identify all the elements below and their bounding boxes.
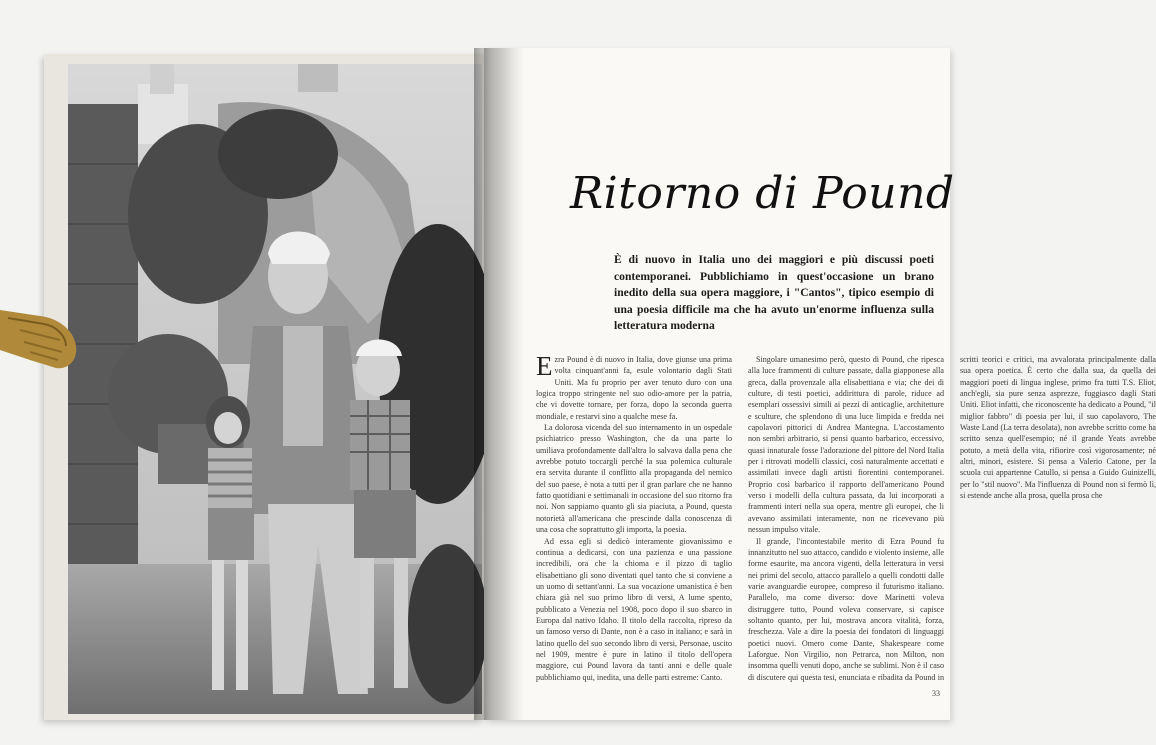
magazine-spread — [44, 48, 1156, 720]
brass-hand-clip-icon — [0, 290, 80, 380]
body-paragraph: Ezra Pound è di nuovo in Italia, dove giunse una prima volta cinquant'anni fa, esule volontario dagli Stati Uniti. Ma fu proprio per aver tenuto duro con una logica troppo stringente nel suo odio-amore per la patria, che vi dovette tornare, per forza, dopo la seconda guerra mondiale, e restarvi sino a qualche mese fa. — [536, 351, 732, 421]
spine-shadow — [474, 48, 514, 720]
right-page — [484, 48, 1156, 720]
photograph-pound-with-children — [68, 64, 482, 714]
body-paragraph: Il grande, l'incontestabile merito di Ezra Pound fu innanzitutto nel suo attacco, candido e violento insieme, alle forme esaurite, ma ancora vigenti, della letteratura in versi nei primi del secolo, attacco parallelo a quelli condotti dalle varie avanguardie europee, compreso il futurismo italiano. Parallelo, ma come diverso: dove Marinetti voleva distruggere tutto, Pound voleva conservare, si capisce soltanto quanto, per lui, mostrava ancora vitalità, forza, freschezza. Vale a dire la poesia dei fondatori di linguaggi poetici nuovi. Omero come Dante, Shakespeare come Laforgue. Non Virgilio, non Petrarca, non Milton, non insomma quelli venuti dopo, anche se sublimi. Non è il caso di discutere qui questa tesi, enunciata e ribadita da Pound in scritti teorici e critici, ma avvalorata principalmente dalla sua opera poetica. È certo che dalla sua, da quella dei maggiori poeti di lingua inglese, primo fra tutti T.S. Eliot, anch'egli, sia pure senza asprezze, fuggiasco dagli Stati Uniti. Eliot infatti, che riconoscente ha dedicato a Pound, "il miglior fabbro" di poesia per lui, il suo capolavoro, The Waste Land (La terra desolata), non avrebbe scritto come ha scritto senza quell'esempio; né il grande Yeats avrebbe potuto, a metà della vita, rifiorire così vigorosamente; né altri, minori, esistere. Si pensa a Valerio Catone, per la scuola cui appartenne Catullo, si pensa a Guido Guinizelli, per lo "stil nuovo". Ma l'influenza di Pound non si fermò lì, si estende anche alla prosa, quella prosa che — [748, 355, 1156, 682]
body-paragraph: Singolare umanesimo però, questo di Pound, che ripesca alla luce frammenti di culture passate, dalla giapponese alla greca, dalla provenzale alla elisabettiana e via; che dei di culture, di testi poetici, addirittura di parole, riduce ad esemplari ossessivi simili ai pezzi di anticaglie, architetture e sculture, che splendono di una luce limpida e fredda nei capolavori pittorici di Andrea Mantegna. L'accostamento non sembri arbitrario, si pensi quanto barbarico, eccessivo, quasi innaturale fosse l'adorazione del pittore del Nord Italia per i ritrovati modelli classici, così naturalmente accettati e assimilati invece dagli artisti fiorentini contemporanei. Proprio così barbarico il rapporto dell'americano Pound verso i modelli della cultura passata, da lui incorporati a frammenti interi nella sua opera, mentre gli europei, che li avevano assimilati interamente, non ne ricevevano più nessun impulso vitale. — [748, 355, 944, 535]
left-page — [44, 54, 484, 720]
article-body — [536, 351, 1156, 694]
article-title: Ritorno di Pound — [570, 168, 955, 219]
page-number: 33 — [932, 689, 940, 698]
body-paragraph: La dolorosa vicenda del suo internamento in un ospedale psichiatrico presso Washington, che da una parte lo umiliava profondamente dall'altra lo salvava dalla pena che avrebbe potuto toccargli perché la sua polemica culturale era servita durante il conflitto alla propaganda del nemico del suo paese, è nota a tutti per il gran parlare che ne hanno fatto quotidiani e settimanali in occasione del suo ritorno fra noi. Non sappiamo quanto gli sia piaciuta, a Pound, questa notorietà all'americana che prescinde dalla conoscenza di una cosa che soprattutto gli importa, la poesia. — [536, 423, 732, 535]
article-intro: È di nuovo in Italia uno dei maggiori e più discussi poeti contemporanei. Pubblichiamo in quest'occasione un brano inedito della sua opera maggiore, i "Cantos", tipico esempio di una poesia difficile ma che ha avuto un'enorme influenza sulla letteratura moderna — [614, 253, 934, 333]
body-paragraph: Ad essa egli si dedicò interamente giovanissimo e continua a dedicarsi, con una pazienza e una passione incredibili, ora che la chioma e il pizzo di taglio elisabettiano gli sono diventati quel tanto che si conviene a un uomo di settant'anni. La sua vocazione umanistica è ben chiara già nel suo primo libro di versi, A lume spento, pubblicato a Venezia nel 1908, poco dopo il suo sbarco in Europa dal nativo Idaho. Il titolo della raccolta, ripreso da un famoso verso di Dante, non è a caso in italiano; e sarà in latino quello del suo secondo libro di versi, Personae, uscito nel 1909, mentre è pure in latino il titolo dell'opera maggiore, cui Pound lavora da tanti anni e delle quale pubblichiamo qui, inedita, una delle parti estreme: Canto. — [536, 536, 732, 682]
